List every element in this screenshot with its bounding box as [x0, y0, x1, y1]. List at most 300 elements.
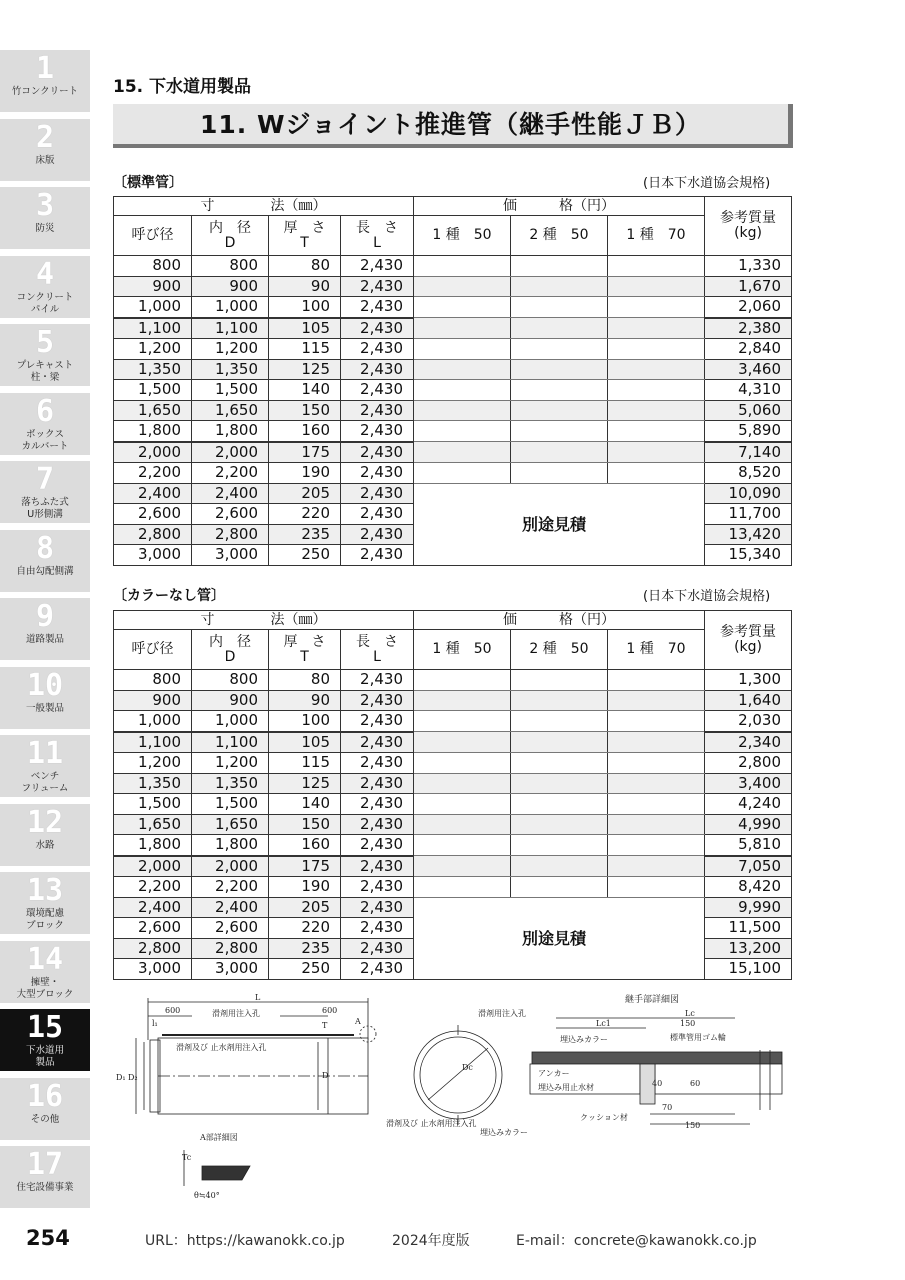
- cell-nominal: 900: [114, 690, 192, 711]
- table-row: [114, 400, 792, 421]
- header-mass-label: 参考質量 (kg): [720, 624, 777, 655]
- cell-price: [414, 276, 511, 297]
- footer-edition: 2024年度版: [392, 1233, 470, 1249]
- dim-L: L: [255, 993, 261, 1002]
- side-tab-17[interactable]: [0, 1146, 90, 1208]
- table-1-title: 〔標準管〕: [113, 175, 183, 191]
- cell-price: [608, 753, 705, 774]
- cell-t: 125: [269, 359, 341, 380]
- cell-nominal: 2,200: [114, 877, 192, 898]
- cell-nominal: 1,800: [114, 421, 192, 442]
- table-row: [114, 318, 792, 339]
- table-row: [114, 276, 792, 297]
- side-tab-11[interactable]: [0, 735, 90, 797]
- cell-mass: 1,640: [705, 690, 792, 711]
- header-nominal-label: 呼び径: [131, 641, 174, 657]
- side-tab-10[interactable]: [0, 667, 90, 729]
- header-dimensions-label: 寸 法（㎜）: [200, 611, 327, 628]
- cell-nominal: 2,800: [114, 938, 192, 959]
- cell-mass: 3,400: [705, 773, 792, 794]
- cell-price: [511, 711, 608, 732]
- cell-nominal: 3,000: [114, 545, 192, 566]
- cell-price: [414, 814, 511, 835]
- footer-url[interactable]: URL：https://kawanokk.co.jp: [145, 1233, 345, 1249]
- cell-nominal: 1,800: [114, 835, 192, 856]
- cell-t: 150: [269, 814, 341, 835]
- cell-d: 1,650: [192, 400, 269, 421]
- cell-nominal: 1,200: [114, 753, 192, 774]
- table-row: [114, 711, 792, 732]
- cell-d: 1,000: [192, 297, 269, 318]
- dim-T: T: [322, 1021, 328, 1030]
- cell-price: [511, 856, 608, 877]
- cell-price: [608, 318, 705, 339]
- cell-mass: 13,200: [705, 938, 792, 959]
- cell-nominal: 800: [114, 670, 192, 691]
- header-price-class1-50-label: 1 種 50: [432, 227, 492, 243]
- cell-t: 220: [269, 504, 341, 525]
- cell-mass: 1,670: [705, 276, 792, 297]
- a-detail-drawing: [184, 1150, 250, 1186]
- cell-price: [414, 297, 511, 318]
- dim-l1: l₁: [152, 1019, 158, 1028]
- cell-nominal: 2,400: [114, 483, 192, 504]
- cell-l: 2,430: [341, 835, 414, 856]
- header-price-class1-70: [608, 630, 705, 670]
- cell-price: [414, 380, 511, 401]
- cell-d: 1,650: [192, 814, 269, 835]
- cell-price: [511, 442, 608, 463]
- cell-mass: 9,990: [705, 897, 792, 918]
- cell-l: 2,430: [341, 504, 414, 525]
- cell-d: 1,200: [192, 339, 269, 360]
- side-tab-7[interactable]: [0, 461, 90, 523]
- cell-t: 140: [269, 380, 341, 401]
- cell-price: [414, 773, 511, 794]
- cell-t: 250: [269, 545, 341, 566]
- side-tab-label: コンクリート パイル: [16, 291, 74, 315]
- cell-t: 90: [269, 690, 341, 711]
- cell-t: 220: [269, 918, 341, 939]
- cell-t: 100: [269, 711, 341, 732]
- cell-nominal: 2,800: [114, 524, 192, 545]
- header-thickness: [269, 630, 341, 670]
- cell-mass: 15,340: [705, 545, 792, 566]
- label-embed-collar: 埋込みカラー: [480, 1128, 528, 1137]
- cell-price: [608, 794, 705, 815]
- cell-t: 115: [269, 339, 341, 360]
- table-row: [114, 483, 792, 504]
- table-row: [114, 670, 792, 691]
- cell-l: 2,430: [341, 918, 414, 939]
- side-tab-3[interactable]: [0, 187, 90, 249]
- cell-t: 175: [269, 442, 341, 463]
- header-price-class1-70-label: 1 種 70: [626, 227, 686, 243]
- label-angle: θ≒40°: [194, 1191, 220, 1200]
- cell-l: 2,430: [341, 794, 414, 815]
- header-price-label: 価 格（円）: [503, 197, 616, 214]
- side-tab-number: 17: [26, 1147, 64, 1182]
- label-lubricant-stop-2: 滑剤及び 止水剤用注入孔: [386, 1119, 477, 1128]
- cell-price: [414, 732, 511, 753]
- side-tab-label: その他: [30, 1113, 60, 1125]
- cell-d: 2,600: [192, 504, 269, 525]
- side-tab-label: ベンチ フリューム: [21, 771, 69, 794]
- table-row: [114, 732, 792, 753]
- cell-l: 2,430: [341, 421, 414, 442]
- cell-t: 90: [269, 276, 341, 297]
- header-dimensions: [114, 197, 414, 216]
- cell-mass: 11,700: [705, 504, 792, 525]
- cell-mass: 5,810: [705, 835, 792, 856]
- side-tab-label: ボックス カルバート: [21, 428, 69, 452]
- side-tab-number: 16: [26, 1078, 64, 1114]
- cell-mass: 2,340: [705, 732, 792, 753]
- side-tab-label: 道路製品: [25, 634, 64, 645]
- cell-nominal: 1,000: [114, 711, 192, 732]
- header-inner-diameter: [192, 216, 269, 256]
- cell-nominal: 800: [114, 256, 192, 277]
- dim-150-b: 150: [685, 1121, 701, 1130]
- cell-nominal: 1,100: [114, 732, 192, 753]
- footer-email[interactable]: E-mail：concrete@kawanokk.co.jp: [516, 1233, 757, 1249]
- label-embed-collar-2: 埋込みカラー: [560, 1035, 608, 1044]
- dim-Tc: Tc: [182, 1153, 192, 1162]
- cell-price: [414, 463, 511, 484]
- side-tab-number: 15: [26, 1010, 64, 1045]
- cell-mass: 7,140: [705, 442, 792, 463]
- page-number: 254: [26, 1226, 70, 1250]
- side-tab-number: 13: [26, 873, 64, 908]
- side-tab-13[interactable]: [0, 872, 90, 934]
- header-nominal-label: 呼び径: [131, 227, 174, 243]
- header-thickness: [269, 216, 341, 256]
- cell-price: [414, 400, 511, 421]
- cell-mass: 7,050: [705, 856, 792, 877]
- cell-separate-quote: 別途見積: [414, 897, 705, 979]
- cell-nominal: 1,200: [114, 339, 192, 360]
- cell-nominal: 1,350: [114, 773, 192, 794]
- cell-price: [511, 670, 608, 691]
- cell-d: 2,200: [192, 877, 269, 898]
- table-row: [114, 814, 792, 835]
- cell-nominal: 2,600: [114, 918, 192, 939]
- cell-l: 2,430: [341, 545, 414, 566]
- cell-price: [414, 442, 511, 463]
- cell-price: [414, 670, 511, 691]
- cell-price: [414, 794, 511, 815]
- side-tab-number: 2: [35, 119, 55, 155]
- cell-t: 205: [269, 897, 341, 918]
- cell-t: 150: [269, 400, 341, 421]
- table-row: [114, 877, 792, 898]
- side-tab-8[interactable]: [0, 530, 90, 592]
- cell-nominal: 1,000: [114, 297, 192, 318]
- table-1-standard: (日本下水道協会規格): [643, 176, 771, 191]
- side-tab-number: 1: [35, 51, 55, 86]
- cell-mass: 5,890: [705, 421, 792, 442]
- header-length-label: 長 さ L: [356, 219, 398, 251]
- table-row: [114, 463, 792, 484]
- pipe-diagrams: [110, 990, 800, 1205]
- cell-price: [511, 794, 608, 815]
- label-lubricant-hole-2: 滑剤用注入孔: [478, 1009, 526, 1018]
- cell-price: [511, 732, 608, 753]
- header-thickness-label: 厚 さ T: [283, 633, 326, 665]
- cell-price: [414, 856, 511, 877]
- side-tab-label: プレキャスト 柱・梁: [16, 360, 74, 383]
- cell-price: [414, 421, 511, 442]
- side-tab-label: 竹コンクリート: [11, 86, 79, 97]
- cell-mass: 3,460: [705, 359, 792, 380]
- label-cushion: クッション材: [580, 1113, 628, 1122]
- header-dimensions: [114, 611, 414, 630]
- cell-mass: 8,520: [705, 463, 792, 484]
- side-tab-number: 9: [35, 599, 55, 634]
- side-tab-label: 落ちふた式 U形側溝: [21, 497, 69, 520]
- cell-d: 1,100: [192, 732, 269, 753]
- header-dimensions-label: 寸 法（㎜）: [200, 197, 327, 214]
- cell-nominal: 2,000: [114, 856, 192, 877]
- cell-nominal: 1,500: [114, 794, 192, 815]
- dim-600-right: 600: [322, 1006, 338, 1015]
- dim-150: 150: [680, 1019, 696, 1028]
- side-tab-16[interactable]: [0, 1078, 90, 1140]
- cell-price: [511, 463, 608, 484]
- label-lubricant-hole: 滑剤用注入孔: [212, 1009, 260, 1018]
- cell-d: 1,800: [192, 835, 269, 856]
- cell-t: 190: [269, 463, 341, 484]
- header-price-class2-50-label: 2 種 50: [529, 227, 589, 243]
- cell-price: [414, 256, 511, 277]
- side-tab-label: 環境配慮 ブロック: [25, 908, 64, 931]
- header-nominal: [114, 630, 192, 670]
- cell-t: 80: [269, 256, 341, 277]
- cell-price: [511, 400, 608, 421]
- side-tab-2[interactable]: [0, 119, 90, 181]
- cell-price: [414, 318, 511, 339]
- cell-l: 2,430: [341, 773, 414, 794]
- header-length: [341, 216, 414, 256]
- side-tab-12[interactable]: [0, 804, 90, 866]
- cell-d: 1,000: [192, 711, 269, 732]
- cell-nominal: 1,100: [114, 318, 192, 339]
- cell-l: 2,430: [341, 690, 414, 711]
- cell-price: [414, 835, 511, 856]
- cell-l: 2,430: [341, 897, 414, 918]
- cell-l: 2,430: [341, 463, 414, 484]
- dim-40: 40: [652, 1079, 663, 1088]
- cell-price: [608, 773, 705, 794]
- side-tab-label: 床版: [35, 154, 55, 166]
- cell-l: 2,430: [341, 959, 414, 980]
- dim-Lc: Lc: [685, 1009, 695, 1018]
- cell-price: [511, 339, 608, 360]
- cell-d: 1,500: [192, 380, 269, 401]
- table-row: [114, 442, 792, 463]
- cell-nominal: 1,500: [114, 380, 192, 401]
- cell-t: 235: [269, 524, 341, 545]
- side-tab-1[interactable]: [0, 50, 90, 112]
- side-tab-number: 5: [35, 325, 55, 360]
- cell-l: 2,430: [341, 938, 414, 959]
- cell-mass: 2,060: [705, 297, 792, 318]
- header-price-class2-50-label: 2 種 50: [529, 641, 589, 657]
- cell-l: 2,430: [341, 318, 414, 339]
- cell-separate-quote: 別途見積: [414, 483, 705, 565]
- dim-D1: D₁: [116, 1073, 126, 1082]
- cell-price: [608, 732, 705, 753]
- side-tab-label: 擁壁・ 大型ブロック: [16, 976, 74, 1000]
- table-row: [114, 256, 792, 277]
- cell-price: [608, 380, 705, 401]
- cell-l: 2,430: [341, 524, 414, 545]
- side-tab-label: 下水道用 製品: [25, 1045, 64, 1068]
- header-mass: [705, 611, 792, 670]
- cell-t: 140: [269, 794, 341, 815]
- table-row: [114, 856, 792, 877]
- side-tab-15[interactable]: [0, 1009, 90, 1071]
- cell-mass: 2,030: [705, 711, 792, 732]
- cell-price: [608, 339, 705, 360]
- cell-d: 2,000: [192, 442, 269, 463]
- table-row: [114, 835, 792, 856]
- cell-nominal: 3,000: [114, 959, 192, 980]
- side-tab-number: 7: [35, 462, 55, 497]
- cell-price: [511, 359, 608, 380]
- side-tab-5[interactable]: [0, 324, 90, 386]
- header-price-label: 価 格（円）: [503, 611, 616, 628]
- header-price: [414, 611, 705, 630]
- cell-d: 3,000: [192, 545, 269, 566]
- header-length: [341, 630, 414, 670]
- cell-price: [511, 421, 608, 442]
- table-row: [114, 690, 792, 711]
- cell-d: 900: [192, 690, 269, 711]
- cell-price: [511, 773, 608, 794]
- header-thickness-label: 厚 さ T: [283, 219, 326, 251]
- cell-d: 1,500: [192, 794, 269, 815]
- cell-d: 1,200: [192, 753, 269, 774]
- cell-l: 2,430: [341, 276, 414, 297]
- cell-mass: 1,300: [705, 670, 792, 691]
- spec-table-standard: [113, 196, 792, 566]
- side-tab-label: 一般製品: [25, 702, 64, 714]
- cell-t: 160: [269, 421, 341, 442]
- cell-mass: 2,840: [705, 339, 792, 360]
- cell-t: 115: [269, 753, 341, 774]
- cell-d: 2,400: [192, 897, 269, 918]
- cell-d: 2,800: [192, 938, 269, 959]
- side-tab-number: 4: [35, 256, 55, 292]
- cell-mass: 10,090: [705, 483, 792, 504]
- table-row: [114, 380, 792, 401]
- cell-d: 800: [192, 670, 269, 691]
- cell-d: 1,100: [192, 318, 269, 339]
- side-tab-label: 水路: [35, 839, 55, 851]
- cell-mass: 2,380: [705, 318, 792, 339]
- section-title: 15. 下水道用製品: [113, 77, 252, 97]
- cell-mass: 1,330: [705, 256, 792, 277]
- side-tab-9[interactable]: [0, 598, 90, 660]
- cell-price: [414, 359, 511, 380]
- header-inner-diameter-label: 内 径 D: [209, 633, 251, 665]
- cell-price: [414, 339, 511, 360]
- cell-d: 1,350: [192, 359, 269, 380]
- cell-l: 2,430: [341, 670, 414, 691]
- cell-price: [511, 297, 608, 318]
- header-price-class1-50: [414, 630, 511, 670]
- cell-d: 2,800: [192, 524, 269, 545]
- cell-mass: 11,500: [705, 918, 792, 939]
- dim-Dc: Dc: [462, 1063, 473, 1072]
- cell-nominal: 2,200: [114, 463, 192, 484]
- cell-l: 2,430: [341, 483, 414, 504]
- spec-table-no-collar: [113, 610, 792, 980]
- side-tab-number: 6: [35, 393, 55, 429]
- table-row: [114, 339, 792, 360]
- table-row: [114, 753, 792, 774]
- cell-l: 2,430: [341, 297, 414, 318]
- cell-d: 1,350: [192, 773, 269, 794]
- cell-price: [511, 380, 608, 401]
- header-price: [414, 197, 705, 216]
- cell-d: 1,800: [192, 421, 269, 442]
- cell-nominal: 1,650: [114, 814, 192, 835]
- cell-t: 100: [269, 297, 341, 318]
- table-2-title: 〔カラーなし管〕: [113, 588, 225, 604]
- cell-mass: 5,060: [705, 400, 792, 421]
- cell-price: [608, 256, 705, 277]
- cell-nominal: 2,000: [114, 442, 192, 463]
- cell-d: 2,200: [192, 463, 269, 484]
- title-bar: [113, 104, 793, 148]
- cell-price: [608, 442, 705, 463]
- cell-price: [414, 753, 511, 774]
- cell-d: 800: [192, 256, 269, 277]
- header-price-class1-70: [608, 216, 705, 256]
- cell-l: 2,430: [341, 380, 414, 401]
- cell-nominal: 2,400: [114, 897, 192, 918]
- cell-d: 2,400: [192, 483, 269, 504]
- side-tab-6[interactable]: [0, 393, 90, 455]
- table-row: [114, 794, 792, 815]
- cell-l: 2,430: [341, 753, 414, 774]
- side-tab-number: 10: [26, 667, 64, 703]
- cell-l: 2,430: [341, 256, 414, 277]
- side-tab-4[interactable]: [0, 256, 90, 318]
- cell-t: 105: [269, 732, 341, 753]
- cell-l: 2,430: [341, 400, 414, 421]
- side-tab-label: 自由勾配側溝: [16, 565, 74, 577]
- table-row: [114, 297, 792, 318]
- side-tab-14[interactable]: [0, 941, 90, 1003]
- side-tab-number: 3: [35, 188, 55, 223]
- side-tab-number: 8: [35, 530, 55, 566]
- cell-price: [608, 835, 705, 856]
- cell-t: 235: [269, 938, 341, 959]
- dim-D2: D₂: [128, 1073, 138, 1082]
- cell-mass: 4,240: [705, 794, 792, 815]
- dim-D: D: [322, 1071, 329, 1080]
- cell-l: 2,430: [341, 339, 414, 360]
- label-anchor: アンカー: [538, 1069, 570, 1078]
- cell-mass: 2,800: [705, 753, 792, 774]
- label-embed-stop: 埋込み用止水材: [538, 1083, 594, 1092]
- cell-price: [511, 753, 608, 774]
- cell-price: [608, 670, 705, 691]
- cell-l: 2,430: [341, 732, 414, 753]
